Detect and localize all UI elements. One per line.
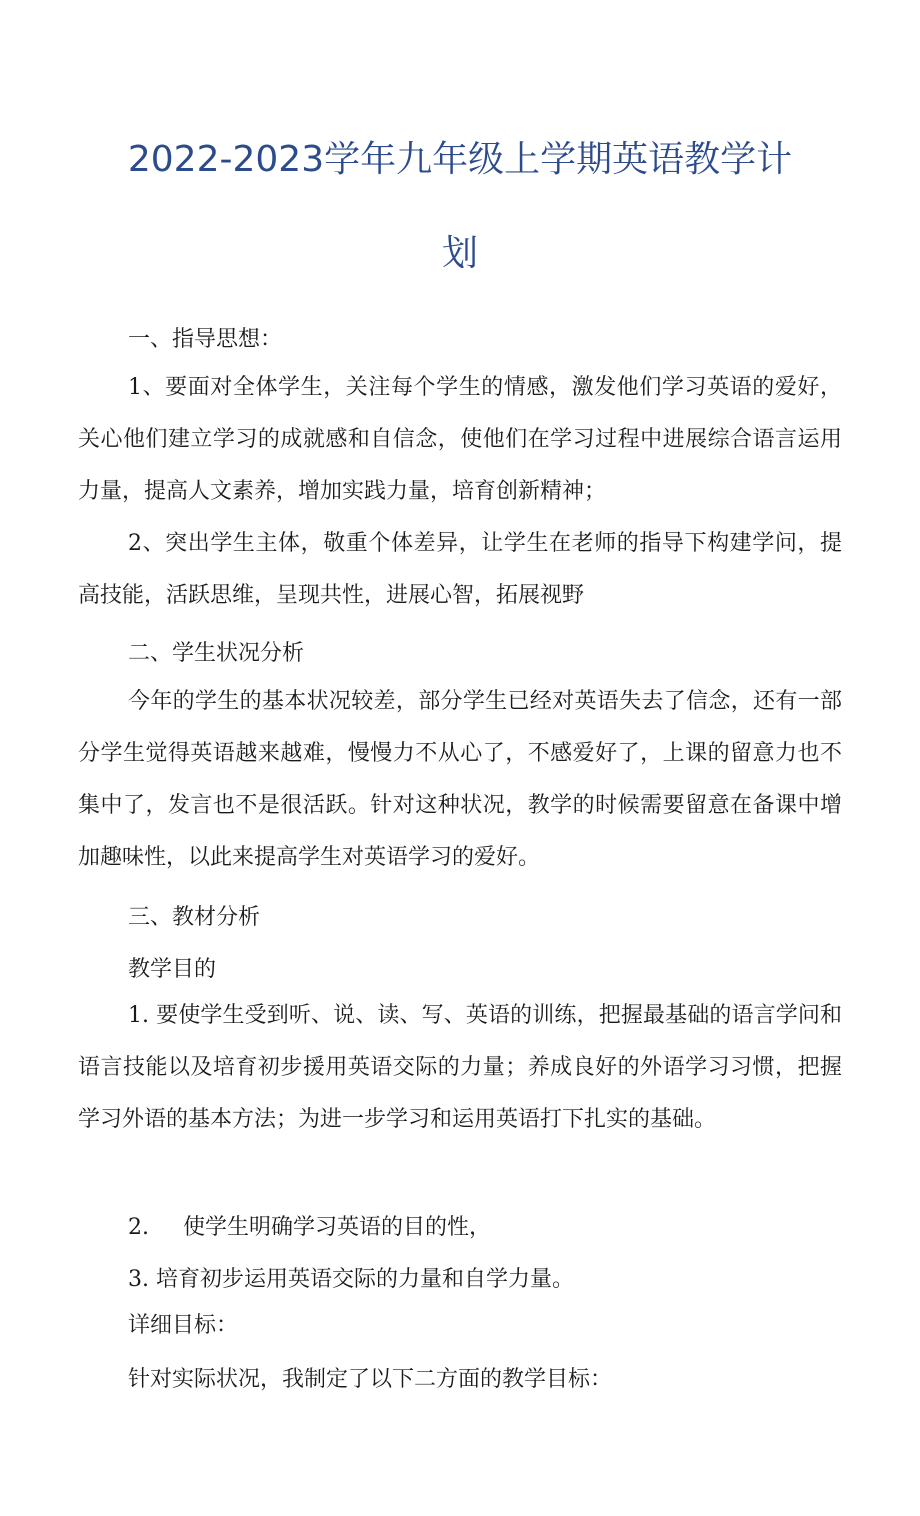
paragraph-guiding-1: 1、要面对全体学生，关注每个学生的情感，激发他们学习英语的爱好，关心他们建立学习的成就感和自信念，使他们在学习过程中进展综合语言运用力量，提高人文素养，增加实践力量，培育创新精神； (78, 375, 842, 504)
subheading-teaching-purpose: 教学目的 (128, 957, 217, 982)
purpose-2-number: 2. (128, 1215, 149, 1240)
document-title-line2: 划 (441, 233, 478, 274)
purpose-2-text: 使学生明确学习英语的目的性， (183, 1215, 492, 1240)
section-heading-guiding-thought: 一、指导思想： (128, 327, 283, 352)
section-heading-textbook-analysis: 三、教材分析 (128, 905, 261, 930)
section-heading-detailed-goals: 详细目标： (128, 1313, 239, 1338)
section-heading-student-analysis: 二、学生状况分析 (128, 641, 305, 666)
paragraph-purpose-3: 3. 培育初步运用英语交际的力量和自学力量。 (128, 1267, 574, 1292)
paragraph-detailed-goals: 针对实际状况，我制定了以下二方面的教学目标： (128, 1367, 613, 1392)
paragraph-guiding-2: 2、突出学生主体，敬重个体差异，让学生在老师的指导下构建学问，提高技能，活跃思维，呈现共性，进展心智，拓展视野 (78, 531, 842, 608)
paragraph-student-analysis: 今年的学生的基本状况较差，部分学生已经对英语失去了信念，还有一部分学生觉得英语越来越难，慢慢力不从心了，不感爱好了，上课的留意力也不集中了，发言也不是很活跃。针对这种状况，教学的时候需要留意在备课中增加趣味性，以此来提高学生对英语学习的爱好。 (78, 689, 842, 870)
paragraph-purpose-1: 1. 要使学生受到听、说、读、写、英语的训练，把握最基础的语言学问和语言技能以及培育初步援用英语交际的力量；养成良好的外语学习习惯，把握学习外语的基本方法；为进一步学习和运用英语打下扎实的基础。 (78, 1003, 842, 1132)
paragraph-purpose-2 (128, 1210, 892, 1241)
document-title-line1: 2022-2023学年九年级上学期英语教学计 (127, 139, 793, 180)
